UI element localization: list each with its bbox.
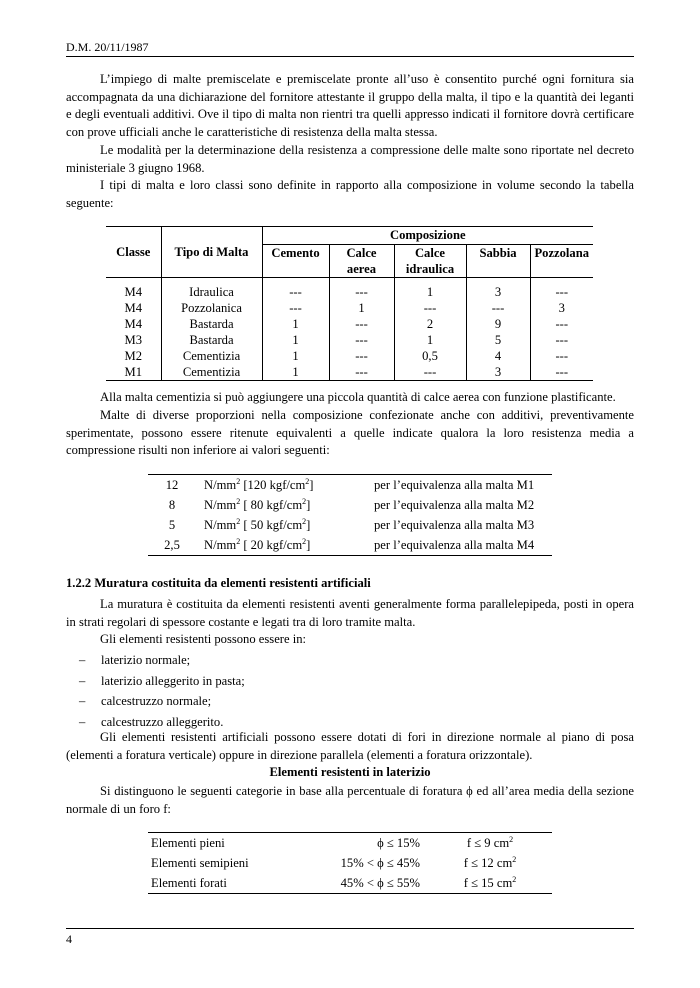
- category-row: [148, 873, 552, 894]
- mortar-table-row: [106, 364, 593, 381]
- equivalence-row: [148, 535, 552, 556]
- category-table: [148, 832, 552, 894]
- col-tipo-di-malta: Tipo di Malta: [161, 227, 262, 278]
- category-row: [148, 833, 552, 854]
- category-name: Elementi forati: [151, 875, 227, 890]
- mortar-table-cell: M2: [124, 348, 142, 363]
- section-heading: 1.2.2 Muratura costituita da elementi resistenti artificiali: [66, 576, 371, 590]
- mortar-table-cell: 1: [262, 332, 329, 348]
- category-phi: ϕ ≤ 15%: [377, 835, 420, 850]
- mortar-table-cell: 3: [466, 278, 530, 301]
- paragraph-modalita: Le modalità per la determinazione della resistenza a compressione delle malte sono riportate nel decreto ministeriale 3 giugno 1968.: [66, 143, 634, 175]
- mortar-table-cell: ---: [466, 300, 530, 316]
- mortar-table-cell: ---: [262, 278, 329, 301]
- mortar-table-cell: 0,5: [394, 348, 466, 364]
- col-calce-idraulica: Calce idraulica: [394, 245, 466, 278]
- category-name: Elementi semipieni: [151, 855, 249, 870]
- category-phi: 45% < ϕ ≤ 55%: [340, 875, 420, 890]
- category-row: [148, 853, 552, 873]
- mortar-table-cell: Bastarda: [161, 316, 262, 332]
- equivalence-value: 5: [168, 517, 176, 532]
- equivalence-label: per l’equivalenza alla malta M4: [374, 537, 535, 552]
- mortar-table-row: [106, 332, 593, 348]
- mortar-table-cell: Bastarda: [161, 332, 262, 348]
- mortar-table-row: [106, 278, 593, 301]
- mortar-table-row: [106, 348, 593, 364]
- mortar-table-cell: 3: [530, 300, 593, 316]
- mortar-table-cell: M1: [106, 364, 161, 381]
- col-classe: Classe: [106, 227, 161, 278]
- paragraph-forature: Gli elementi resistenti artificiali possono essere dotati di fori in direzione normale al piano di posa (elementi a foratura verticale) oppure in direzione parallela (elementi a foratura orizzontale).: [66, 730, 634, 762]
- equivalence-value: 12: [165, 477, 179, 492]
- list-dash: –: [79, 673, 86, 688]
- mortar-table-cell: ---: [530, 332, 593, 348]
- paragraph-malta-cementizia: Alla malta cementizia si può aggiungere una piccola quantità di calce aerea con funzione plastificante.: [100, 390, 616, 404]
- equivalence-label: per l’equivalenza alla malta M1: [374, 477, 535, 492]
- paragraph-tipi-malta: I tipi di malta e loro classi sono definite in rapporto alla composizione in volume secondo la tabella seguente:: [66, 178, 634, 210]
- list-item: – laterizio normale;: [66, 650, 634, 671]
- mortar-table-cell: Idraulica: [161, 278, 262, 301]
- mortar-table-cell: 4: [466, 348, 530, 364]
- category-phi: 15% < ϕ ≤ 45%: [340, 855, 420, 870]
- mortar-table-cell: 2: [394, 316, 466, 332]
- col-pozzolana: Pozzolana: [530, 245, 593, 278]
- paragraph-muratura: La muratura è costituita da elementi resistenti aventi generalmente forma parallelepipeda, posti in opera in strati regolari di spessore costante e legati tra di loro tramite malta.: [66, 597, 634, 629]
- mortar-table-cell: ---: [329, 278, 394, 301]
- mortar-table-cell: ---: [262, 300, 329, 316]
- equivalence-value: 2,5: [164, 537, 180, 552]
- list-item: – laterizio alleggerito in pasta;: [66, 671, 634, 692]
- paragraph-premiscelate: L’impiego di malte premiscelate e premiscelate pronte all’uso è consentito purché ogni fornitura sia accompagnata da una dichiarazione del fornitore attestante il gruppo della malta, il tipo e la quantità dei leganti e degli eventuali additivi. Ove il tipo di malta non rientri tra quelli appresso indicati il fornitore dovrà certificare con prove ufficiali anche le caratteristiche di resistenza della malta stessa.: [66, 72, 634, 139]
- mortar-table-cell: Pozzolanica: [161, 300, 262, 316]
- equivalence-row: [148, 515, 552, 535]
- equivalence-unit: $N/mm^2$ [ 80 kgf/$cm^2$]: [204, 496, 311, 512]
- mortar-table-cell: M3: [124, 332, 142, 347]
- col-calce-aerea: Calce aerea: [329, 245, 394, 278]
- mortar-composition-table: [106, 226, 593, 381]
- mortar-table-cell: ---: [530, 278, 593, 301]
- mortar-table-cell: ---: [530, 316, 593, 332]
- col-cemento: Cemento: [262, 245, 329, 278]
- mortar-table-cell: 1: [262, 316, 329, 332]
- material-list: [66, 650, 634, 732]
- mortar-table-body: [106, 278, 593, 381]
- equivalence-label: per l’equivalenza alla malta M2: [374, 497, 535, 512]
- mortar-table-cell: M4: [124, 300, 142, 315]
- col-group-composizione: Composizione: [262, 227, 593, 245]
- category-name: Elementi pieni: [151, 835, 225, 850]
- mortar-table-cell: M4: [124, 284, 142, 299]
- list-dash: –: [79, 714, 86, 729]
- mortar-table-cell: 1: [329, 300, 394, 316]
- footer-rule: [66, 928, 634, 929]
- paragraph-categorie: Si distinguono le seguenti categorie in base alla percentuale di foratura ϕ ed all’area media della sezione normale di un foro f:: [66, 784, 634, 816]
- mortar-table-cell: 1: [394, 332, 466, 348]
- equivalence-label: per l’equivalenza alla malta M3: [374, 517, 535, 532]
- mortar-table-cell: 1: [262, 348, 329, 364]
- equivalence-unit: $N/mm^2$ [ 50 kgf/$cm^2$]: [204, 516, 311, 532]
- mortar-table-cell: Cementizia: [161, 364, 262, 381]
- equivalence-row: [148, 475, 552, 496]
- subheading-laterizio: Elementi resistenti in laterizio: [269, 765, 431, 779]
- col-sabbia: Sabbia: [466, 245, 530, 278]
- list-item: – calcestruzzo normale;: [66, 691, 634, 712]
- document-header: D.M. 20/11/1987: [66, 40, 149, 54]
- mortar-table-cell: 9: [466, 316, 530, 332]
- paragraph-equivalenti: Malte di diverse proporzioni nella composizione confezionate anche con additivi, preventivamente sperimentate, possono essere ritenute equivalenti a quelle indicate qualora la loro resistenza media a compressione risulti non inferiore ai valori seguenti:: [66, 408, 634, 457]
- mortar-table-cell: ---: [530, 348, 593, 364]
- equivalence-value: 8: [168, 497, 176, 512]
- mortar-table-row: [106, 316, 593, 332]
- page-number: 4: [66, 932, 72, 946]
- equivalence-table: [148, 474, 552, 556]
- mortar-table-cell: ---: [329, 348, 394, 364]
- category-f: f ≤ 15 $cm^2$: [463, 874, 517, 890]
- list-dash: –: [79, 694, 86, 708]
- list-dash: –: [79, 653, 86, 667]
- mortar-table-cell: ---: [394, 300, 466, 316]
- mortar-table-cell: ---: [394, 364, 466, 381]
- mortar-table-cell: ---: [329, 316, 394, 332]
- mortar-table-cell: ---: [329, 332, 394, 348]
- mortar-table-cell: M4: [124, 316, 142, 331]
- category-f: f ≤ 9 $cm^2$: [466, 834, 514, 850]
- mortar-table-cell: Cementizia: [161, 348, 262, 364]
- mortar-table-row: [106, 300, 593, 316]
- mortar-table-cell: 5: [466, 332, 530, 348]
- equivalence-unit: $N/mm^2$ [ 20 kgf/$cm^2$]: [204, 536, 311, 552]
- mortar-table-cell: 1: [262, 364, 329, 381]
- mortar-table-cell: 3: [466, 364, 530, 381]
- list-item: – calcestruzzo alleggerito.: [66, 712, 634, 733]
- equivalence-row: [148, 495, 552, 515]
- mortar-table-cell: ---: [530, 364, 593, 381]
- paragraph-elementi: Gli elementi resistenti possono essere in:: [100, 632, 307, 646]
- category-f: f ≤ 12 $cm^2$: [463, 854, 517, 870]
- equivalence-unit: $N/mm^2$ [120 kgf/$cm^2$]: [204, 476, 314, 492]
- header-rule: [66, 56, 634, 57]
- mortar-table-cell: ---: [329, 364, 394, 381]
- mortar-table-cell: 1: [394, 278, 466, 301]
